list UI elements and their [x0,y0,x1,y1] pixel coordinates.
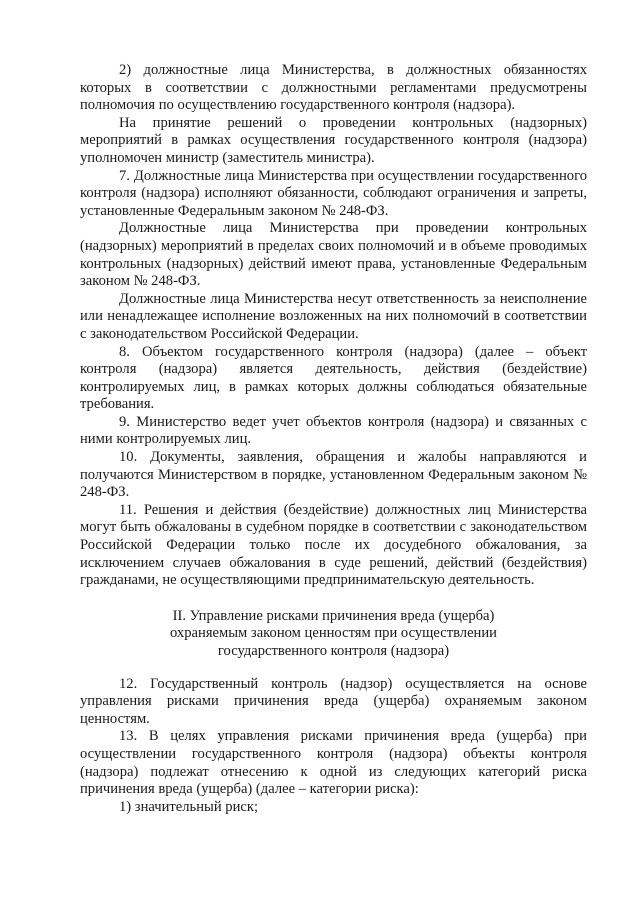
paragraph-item-11: 11. Решения и действия (бездействие) должностных лиц Министерства могут быть обжалованы в судебном порядке в соответствии с законодательством Российской Федерации только после их досудебного обжалования, за исключением случаев обжалования в суде решений, действий (бездействия) гражданами, не осуществляющими предпринимательскую деятельность. [80,501,587,589]
paragraph-officials-responsibility: Должностные лица Министерства несут ответственность за неисполнение или ненадлежащее исполнение возложенных на них полномочий в соответствии с законодательством Российской Федерации. [80,290,587,342]
paragraph-item-8: 8. Объектом государственного контроля (надзора) (далее – объект контроля (надзора) является деятельность, действия (бездействие) контролируемых лиц, в рамках которых должны соблюдаться обязательные требования. [80,343,587,413]
section-heading [80,590,587,676]
paragraph-item-9: 9. Министерство ведет учет объектов контроля (надзора) и связанных с ними контролируемых лиц. [80,413,587,448]
paragraph-item-10: 10. Документы, заявления, обращения и жалобы направляются и получаются Министерством в порядке, установленном Федеральным законом № 248-ФЗ. [80,449,587,501]
section-heading-line: II. Управление рисками причинения вреда (ущерба) [172,607,495,624]
paragraph-officials-duties: 2) должностные лица Министерства, в должностных обязанностях которых в соответствии с должностными регламентами предусмотрены полномочия по осуществлению государственного контроля (надзора). [80,62,587,114]
section-heading-line: охраняемым законом ценностям при осуществлении [170,625,497,642]
paragraph-risk-category-1: 1) значительный риск; [119,798,259,815]
document-page [80,62,587,816]
paragraph-item-13: 13. В целях управления рисками причинения вреда (ущерба) при осуществлении государственного контроля (надзора) объекты контроля (надзора) подлежат отнесению к одной из следующих категорий риска причинения вреда (ущерба) (далее – категории риска): [80,728,587,798]
paragraph-item-7: 7. Должностные лица Министерства при осуществлении государственного контроля (надзора) исполняют обязанности, соблюдают ограничения и запреты, установленные Федеральным законом № 248-ФЗ. [80,167,587,219]
paragraph-decision-authority: На принятие решений о проведении контрольных (надзорных) мероприятий в рамках осуществления государственного контроля (надзора) уполномочен министр (заместитель министра). [80,114,587,166]
paragraph-officials-rights: Должностные лица Министерства при проведении контрольных (надзорных) мероприятий в пределах своих полномочий и в объеме проводимых контрольных (надзорных) действий имеют права, установленные Федеральным законом № 248-ФЗ. [80,220,587,290]
paragraph-item-12: 12. Государственный контроль (надзор) осуществляется на основе управления рисками причинения вреда (ущерба) охраняемым законом ценностям. [80,675,587,727]
section-heading-line: государственного контроля (надзора) [217,643,450,659]
